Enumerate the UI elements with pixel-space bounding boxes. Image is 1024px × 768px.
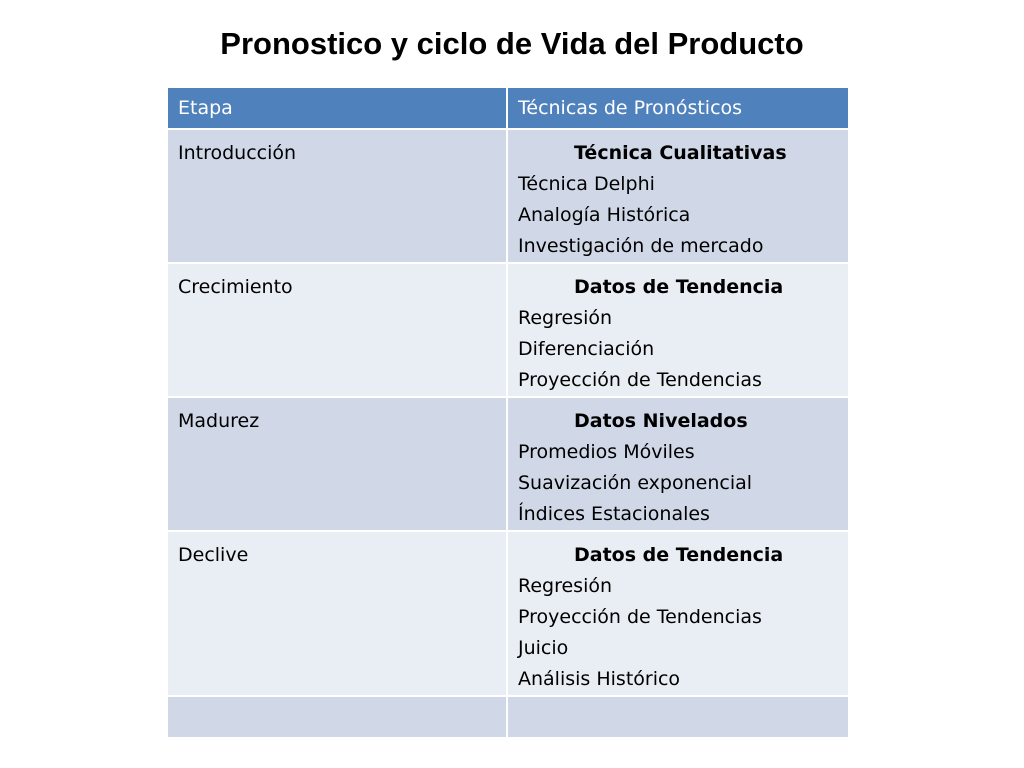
techniques-cell bbox=[507, 263, 849, 397]
lifecycle-table bbox=[166, 86, 850, 739]
table-row bbox=[167, 263, 849, 397]
stage-cell: Declive bbox=[167, 531, 507, 696]
empty-cell bbox=[167, 696, 507, 738]
techniques-cell bbox=[507, 397, 849, 531]
table-row bbox=[167, 531, 849, 696]
technique-item: Regresión bbox=[518, 575, 613, 597]
technique-group: Técnica Cualitativas bbox=[574, 142, 787, 164]
technique-item: Índices Estacionales bbox=[518, 503, 710, 525]
techniques-cell bbox=[507, 129, 849, 263]
stage-cell: Introducción bbox=[167, 129, 507, 263]
technique-item: Juicio bbox=[518, 637, 569, 659]
table-header-row bbox=[167, 87, 849, 129]
slide-title: Pronostico y ciclo de Vida del Producto bbox=[220, 26, 804, 61]
header-techniques: Técnicas de Pronósticos bbox=[507, 87, 849, 129]
stage-cell: Crecimiento bbox=[167, 263, 507, 397]
table-row bbox=[167, 397, 849, 531]
technique-group: Datos Nivelados bbox=[574, 410, 748, 432]
technique-item: Diferenciación bbox=[518, 338, 655, 360]
technique-item: Analogía Histórica bbox=[518, 204, 691, 226]
empty-cell bbox=[507, 696, 849, 738]
technique-item: Proyección de Tendencias bbox=[518, 369, 762, 391]
technique-item: Promedios Móviles bbox=[518, 441, 695, 463]
technique-group: Datos de Tendencia bbox=[574, 276, 784, 298]
technique-item: Proyección de Tendencias bbox=[518, 606, 762, 628]
techniques-cell bbox=[507, 531, 849, 696]
technique-item: Regresión bbox=[518, 307, 613, 329]
stage-cell: Madurez bbox=[167, 397, 507, 531]
technique-item: Análisis Histórico bbox=[518, 668, 681, 690]
table-row bbox=[167, 129, 849, 263]
header-stage: Etapa bbox=[167, 87, 507, 129]
technique-group: Datos de Tendencia bbox=[574, 544, 784, 566]
technique-item: Investigación de mercado bbox=[518, 235, 764, 257]
technique-item: Técnica Delphi bbox=[518, 173, 655, 195]
technique-item: Suavización exponencial bbox=[518, 472, 753, 494]
table-row-empty bbox=[167, 696, 849, 738]
